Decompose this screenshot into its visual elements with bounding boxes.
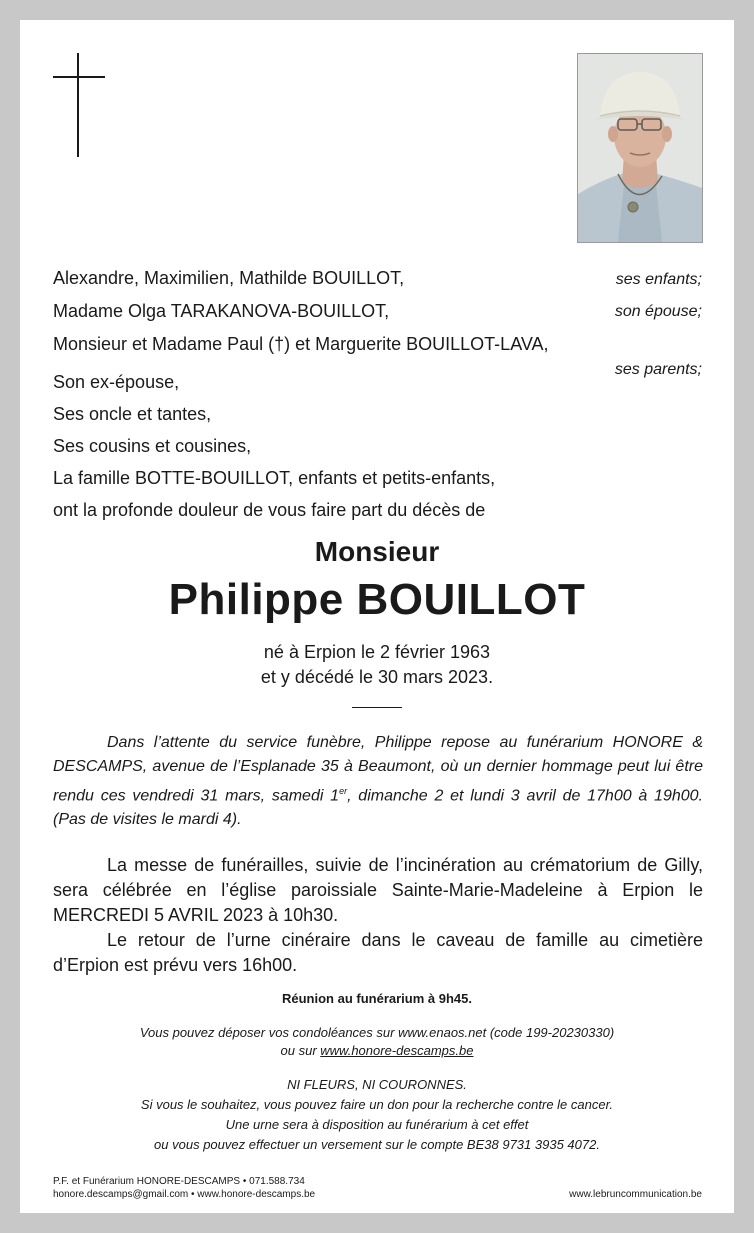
urn-return-text: Le retour de l’urne cinéraire dans le caveau de famille au cimetière d’Erpion est prévu vers 16h00. bbox=[53, 930, 703, 975]
birth-line: né à Erpion le 2 février 1963 bbox=[263, 642, 491, 662]
footer-contact: honore.descamps@gmail.com • www.honore-descamps.be bbox=[53, 1189, 316, 1200]
flowers-line-4: ou vous pouvez effectuer un versement sur le compte BE38 9731 3935 4072. bbox=[154, 1137, 600, 1152]
condolences-link[interactable]: www.honore-descamps.be bbox=[320, 1043, 474, 1058]
family-line-ex-spouse: Son ex-épouse, bbox=[53, 372, 180, 392]
separator-line bbox=[352, 707, 402, 708]
announcement-line: ont la profonde douleur de vous faire part du décès de bbox=[53, 500, 486, 520]
death-line: et y décédé le 30 mars 2023. bbox=[260, 667, 494, 687]
family-line-parents: Monsieur et Madame Paul (†) et Marguerite BOUILLOT-LAVA, bbox=[53, 334, 549, 354]
family-line-cousins: Ses cousins et cousines, bbox=[53, 436, 252, 456]
flowers-line-1: NI FLEURS, NI COURONNES. bbox=[287, 1077, 467, 1092]
family-line-spouse: Madame Olga TARAKANOVA-BOUILLOT, bbox=[53, 301, 390, 321]
footer-printer: www.lebruncommunication.be bbox=[569, 1189, 702, 1200]
role-parents: ses parents; bbox=[614, 361, 702, 378]
family-line-uncle-aunts: Ses oncle et tantes, bbox=[53, 404, 212, 424]
deceased-title: Monsieur bbox=[314, 536, 440, 567]
portrait-photo bbox=[577, 53, 703, 243]
deceased-name: Philippe BOUILLOT bbox=[168, 575, 586, 624]
obituary-card bbox=[20, 20, 734, 1213]
meeting-line: Réunion au funérarium à 9h45. bbox=[282, 991, 472, 1006]
condolences-line-2: ou sur www.honore-descamps.be bbox=[280, 1043, 474, 1058]
funeral-mass-text: La messe de funérailles, suivie de l’incinération au crématorium de Gilly, sera célébrée en l’église paroissiale Sainte-Marie-Madeleine à Erpion le MERCREDI 5 AVRIL 2023 à 10h30. bbox=[53, 855, 703, 925]
flowers-line-2: Si vous le souhaitez, vous pouvez faire un don pour la recherche contre le cancer. bbox=[140, 1097, 614, 1112]
flowers-line-3: Une urne sera à disposition au funérarium à cet effet bbox=[225, 1117, 529, 1132]
family-line-children: Alexandre, Maximilien, Mathilde BOUILLOT, bbox=[53, 268, 405, 288]
role-spouse: son épouse; bbox=[614, 303, 702, 320]
funeral-paragraph bbox=[53, 853, 703, 978]
family-line-botte: La famille BOTTE-BOUILLOT, enfants et petits-enfants, bbox=[53, 468, 496, 488]
condolences-line-1: Vous pouvez déposer vos condoléances sur www.enaos.net (code 199-20230330) bbox=[139, 1025, 615, 1040]
footer-funeral-home: P.F. et Funérarium HONORE-DESCAMPS • 071.588.734 bbox=[53, 1176, 305, 1187]
role-children: ses enfants; bbox=[615, 271, 702, 288]
visitation-paragraph: Dans l’attente du service funèbre, Philippe repose au funérarium HONORE & DESCAMPS, avenue de l’Esplanade 35 à Beaumont, où un dernier hommage peut lui être rendu ces vendredi 31 mars, samedi 1er, dimanche 2 et lundi 3 avril de 17h00 à 19h00. (Pas de visites le mardi 4). bbox=[53, 734, 703, 829]
